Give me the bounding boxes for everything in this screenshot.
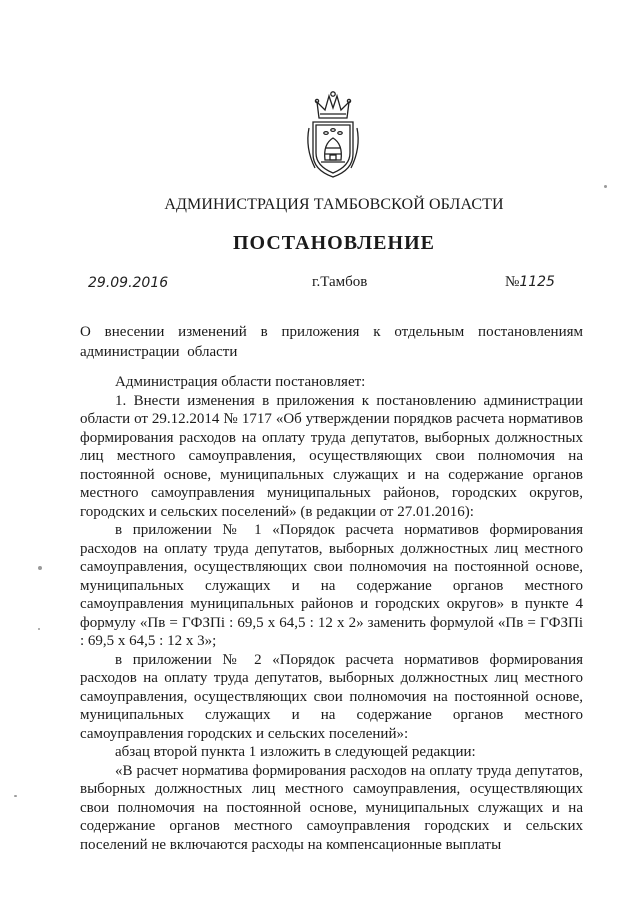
scan-speck (604, 185, 607, 188)
document-number (505, 274, 555, 291)
body-paragraph: 1. Внести изменения в приложения к постановлению администрации области от 29.12.2014 № 1717 «Об утверждении порядков расчета нормативов формирования расходов на оплату труда депутатов, выборных должностных лиц местного самоуправления, осуществляющих свои полномочия на постоянной основе, муниципальных служащих и на содержание органов местного самоуправления муниципальных районов, городских округов, городских и сельских поселений» (в редакции от 27.01.2016): (80, 392, 583, 520)
document-body (80, 373, 583, 854)
document-city: г.Тамбов (312, 274, 368, 290)
scan-speck (38, 628, 40, 630)
document-date: 29.09.2016 (88, 275, 169, 291)
coat-of-arms-emblem (301, 88, 365, 180)
body-paragraph: в приложении № 1 «Порядок расчета нормативов формирования расходов на оплату труда депутатов, выборных должностных лиц местного самоуправления, осуществляющих свои полномочия на постоянной основе, муниципальных служащих и на содержание органов местного самоуправления муниципальных районов и городских округов» в пункте 4 формулу «Пв = ГФЗПі : 69,5 х 64,5 : 12 х 2» заменить формулой «Пв = ГФЗПі : 69,5 х 64,5 : 12 х 3»; (80, 522, 583, 649)
body-paragraph: «В расчет норматива формирования расходов на оплату труда депутатов, выборных должностных лиц местного самоуправления, осуществляющих свои полномочия на постоянной основе, муниципальных служащих и на содержание органов местного самоуправления городских и сельских поселений не включаются расходы на компенсационные выплаты (80, 762, 583, 853)
number-prefix: № (505, 274, 520, 290)
scan-speck (38, 566, 42, 570)
scan-speck (14, 795, 17, 797)
body-paragraph: абзац второй пункта 1 изложить в следующей редакции: (115, 744, 476, 760)
number-value: 1125 (519, 274, 555, 290)
body-paragraph: Администрация области постановляет: (115, 374, 366, 390)
document-title: О внесении изменений в приложения к отдельным постановлениям администрации области (80, 324, 583, 360)
body-paragraph: в приложении № 2 «Порядок расчета нормативов формирования расходов на оплату труда депутатов, выборных должностных лиц местного самоуправления, осуществляющих свои полномочия на постоянной основе, муниципальных служащих и на содержание органов местного самоуправления городских и сельских поселений»: (80, 651, 583, 742)
organization-heading: АДМИНИСТРАЦИЯ ТАМБОВСКОЙ ОБЛАСТИ (164, 196, 504, 213)
document-type-heading: ПОСТАНОВЛЕНИЕ (233, 232, 435, 254)
